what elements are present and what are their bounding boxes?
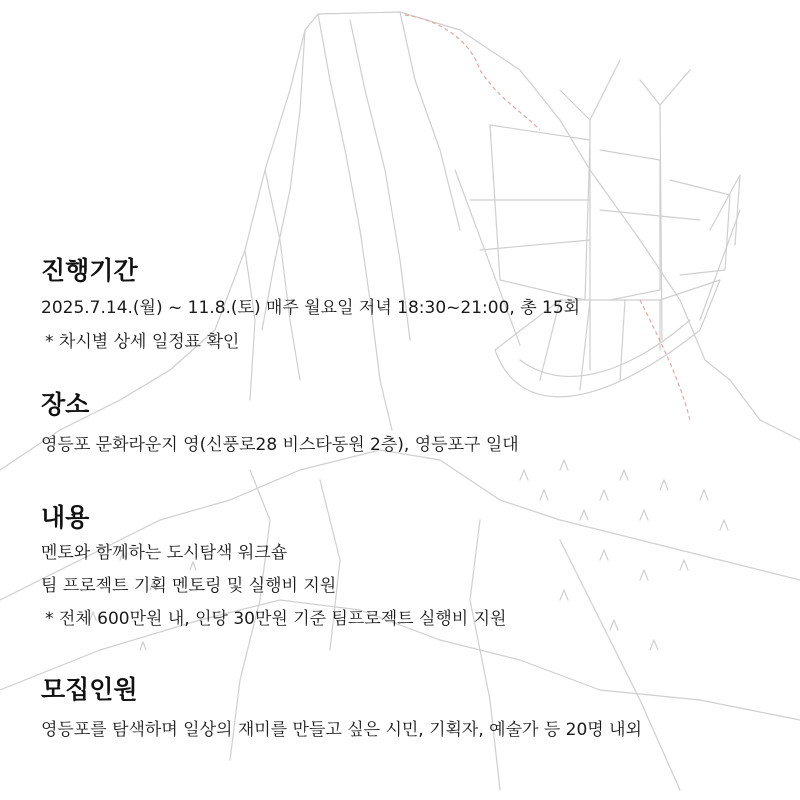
content-item-workshop: 멘토와 함께하는 도시탐색 워크숍	[41, 543, 288, 563]
recruitment-section	[41, 675, 642, 741]
location-heading: 장소	[41, 390, 90, 419]
period-section	[41, 256, 580, 353]
location-section	[41, 390, 519, 456]
recruitment-detail: 영등포를 탐색하며 일상의 재미를 만들고 싶은 시민, 기획자, 예술가 등 20명 내외	[41, 720, 642, 740]
content-note: * 전체 600만원 내, 인당 30만원 기준 팀프로젝트 실행비 지원	[45, 609, 507, 629]
recruitment-heading: 모집인원	[41, 675, 138, 704]
period-note: * 차시별 상세 일정표 확인	[45, 332, 240, 352]
period-schedule: 2025.7.14.(월) ~ 11.8.(토) 매주 월요일 저녁 18:30~21:00, 총 15회	[41, 298, 581, 318]
location-address: 영등포 문화라운지 영(신풍로28 비스타동원 2층), 영등포구 일대	[41, 435, 519, 455]
content-heading: 내용	[41, 503, 90, 532]
period-heading: 진행기간	[41, 256, 138, 285]
content-section	[41, 503, 506, 630]
content-item-mentoring: 팀 프로젝트 기획 멘토링 및 실행비 지원	[41, 576, 337, 596]
dashed-trail-line	[405, 15, 540, 130]
